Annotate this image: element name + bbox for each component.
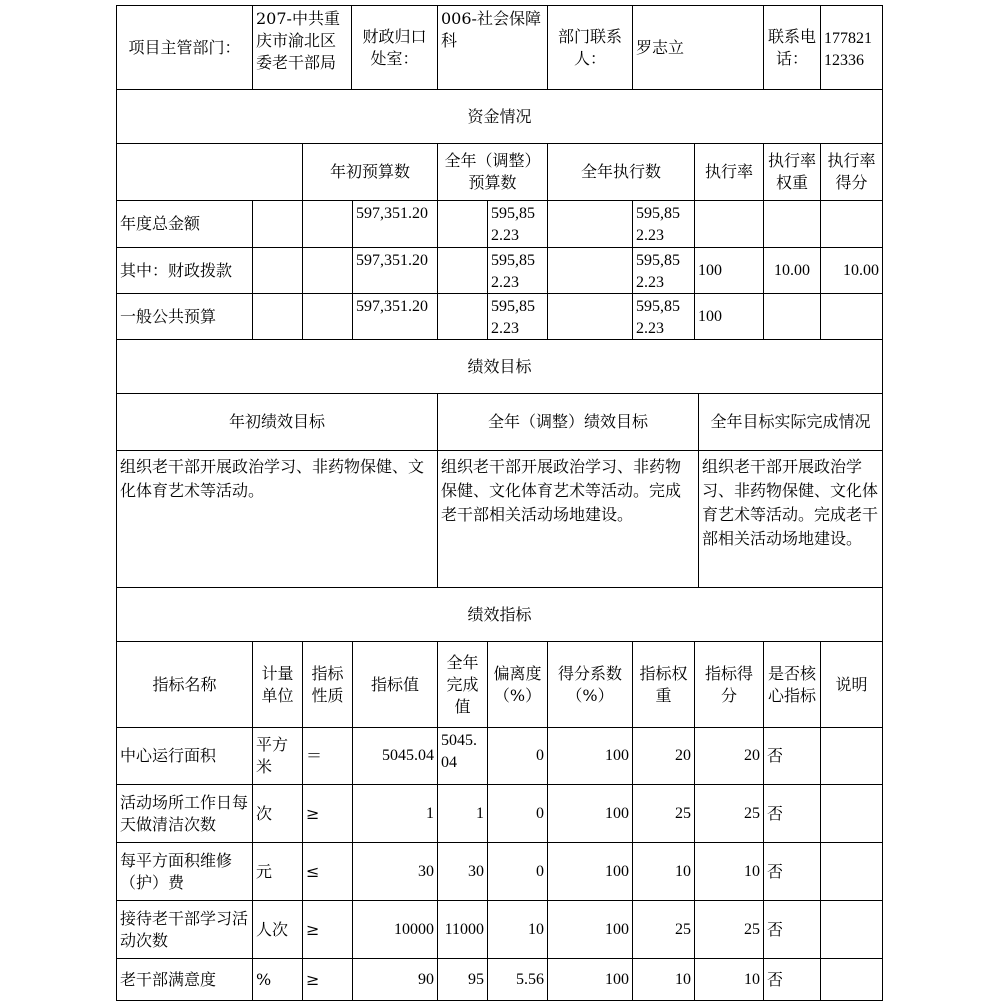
ind-row-completed: 30 <box>437 842 488 901</box>
ind-col-score: 指标得分 <box>694 641 764 728</box>
ind-col-value: 指标值 <box>352 641 438 728</box>
funds-row-initial: 597,351.20 <box>352 293 438 340</box>
ind-row-unit: 人次 <box>252 900 303 959</box>
ind-row-unit: 平方米 <box>252 727 303 785</box>
funds-col-weight: 执行率权重 <box>763 143 821 201</box>
funds-row-adjusted: 595,852.23 <box>487 247 548 294</box>
funds-row-score <box>820 293 883 340</box>
ind-row-weight: 25 <box>632 900 695 959</box>
funds-row-score <box>820 200 883 248</box>
ind-row-nature: ≥ <box>302 900 353 959</box>
ind-row-score: 10 <box>694 842 764 901</box>
dept-value: 207-中共重庆市渝北区委老干部局 <box>252 5 352 90</box>
funds-row-weight: 10.00 <box>763 247 821 294</box>
funds-row-adjusted: 595,852.23 <box>487 200 548 248</box>
goals-col-initial: 年初绩效目标 <box>116 393 438 451</box>
contact-value: 罗志立 <box>632 5 764 90</box>
ind-col-completed: 全年完成值 <box>437 641 488 728</box>
funds-row-blank <box>252 200 303 248</box>
ind-row-weight: 10 <box>632 958 695 1001</box>
funds-row-blank <box>437 293 488 340</box>
funds-row-name: 年度总金额 <box>116 200 253 248</box>
goals-col-adjusted: 全年（调整）绩效目标 <box>437 393 699 451</box>
ind-row-coef: 100 <box>547 727 633 785</box>
ind-row-core: 否 <box>763 958 821 1001</box>
ind-row-core: 否 <box>763 727 821 785</box>
ind-row-completed: 11000 <box>437 900 488 959</box>
ind-row-value: 90 <box>352 958 438 1001</box>
funds-row-initial: 597,351.20 <box>352 200 438 248</box>
funds-row-blank <box>302 200 353 248</box>
goals-adjusted-text: 组织老干部开展政治学习、非药物保健、文化体育艺术等活动。完成老干部相关活动场地建设。 <box>437 450 699 588</box>
ind-row-deviation: 0 <box>487 727 548 785</box>
ind-row-value: 1 <box>352 784 438 843</box>
ind-row-nature: ≥ <box>302 784 353 843</box>
funds-row-weight <box>763 200 821 248</box>
funds-row-weight <box>763 293 821 340</box>
ind-row-value: 10000 <box>352 900 438 959</box>
ind-row-unit: 次 <box>252 784 303 843</box>
goals-col-actual: 全年目标实际完成情况 <box>698 393 883 451</box>
ind-row-weight: 10 <box>632 842 695 901</box>
ind-col-note: 说明 <box>820 641 883 728</box>
ind-row-coef: 100 <box>547 958 633 1001</box>
ind-row-coef: 100 <box>547 900 633 959</box>
funds-row-blank <box>437 200 488 248</box>
ind-col-unit: 计量单位 <box>252 641 303 728</box>
goals-actual-text: 组织老干部开展政治学习、非药物保健、文化体育艺术等活动。完成老干部相关活动场地建设。 <box>698 450 883 588</box>
funds-col-executed: 全年执行数 <box>547 143 695 201</box>
funds-col-rate: 执行率 <box>694 143 764 201</box>
ind-row-deviation: 0 <box>487 784 548 843</box>
ind-row-core: 否 <box>763 900 821 959</box>
funds-row-blank <box>252 293 303 340</box>
ind-row-coef: 100 <box>547 784 633 843</box>
ind-row-score: 25 <box>694 900 764 959</box>
performance-table <box>116 5 883 1001</box>
ind-row-deviation: 5.56 <box>487 958 548 1001</box>
goals-initial-text: 组织老干部开展政治学习、非药物保健、文化体育艺术等活动。 <box>116 450 438 588</box>
ind-row-note <box>820 958 883 1001</box>
ind-col-weight: 指标权重 <box>632 641 695 728</box>
ind-col-core: 是否核心指标 <box>763 641 821 728</box>
ind-row-name: 老干部满意度 <box>116 958 253 1001</box>
ind-row-score: 25 <box>694 784 764 843</box>
funds-col-initial: 年初预算数 <box>302 143 438 201</box>
funds-row-blank <box>547 247 633 294</box>
ind-row-value: 5045.04 <box>352 727 438 785</box>
ind-row-weight: 20 <box>632 727 695 785</box>
ind-row-name: 中心运行面积 <box>116 727 253 785</box>
ind-row-nature: ≤ <box>302 842 353 901</box>
funds-row-rate: 100 <box>694 247 764 294</box>
funds-row-executed: 595,852.23 <box>632 247 695 294</box>
phone-label: 联系电话： <box>763 5 821 90</box>
ind-row-note <box>820 900 883 959</box>
ind-row-deviation: 10 <box>487 900 548 959</box>
funds-row-name: 其中：财政拨款 <box>116 247 253 294</box>
funds-row-blank <box>252 247 303 294</box>
ind-col-name: 指标名称 <box>116 641 253 728</box>
ind-row-note <box>820 727 883 785</box>
funds-row-rate <box>694 200 764 248</box>
funds-col-adjusted: 全年（调整）预算数 <box>437 143 548 201</box>
contact-label: 部门联系人： <box>547 5 633 90</box>
ind-row-nature: ≥ <box>302 958 353 1001</box>
indicators-section-title: 绩效指标 <box>116 587 883 642</box>
ind-row-core: 否 <box>763 842 821 901</box>
ind-row-unit: % <box>252 958 303 1001</box>
funds-row-blank <box>302 293 353 340</box>
ind-row-coef: 100 <box>547 842 633 901</box>
funds-row-name: 一般公共预算 <box>116 293 253 340</box>
funds-row-blank <box>302 247 353 294</box>
ind-row-completed: 1 <box>437 784 488 843</box>
ind-row-core: 否 <box>763 784 821 843</box>
ind-row-completed: 95 <box>437 958 488 1001</box>
funds-row-executed: 595,852.23 <box>632 200 695 248</box>
ind-row-weight: 25 <box>632 784 695 843</box>
ind-row-score: 10 <box>694 958 764 1001</box>
ind-row-note <box>820 784 883 843</box>
funds-header-blank <box>116 143 303 201</box>
dept-label: 项目主管部门： <box>116 5 253 90</box>
funds-row-rate: 100 <box>694 293 764 340</box>
funds-col-score: 执行率得分 <box>820 143 883 201</box>
phone-value: 17782112336 <box>820 5 883 90</box>
funds-row-blank <box>547 200 633 248</box>
ind-row-name: 活动场所工作日每天做清洁次数 <box>116 784 253 843</box>
funds-row-initial: 597,351.20 <box>352 247 438 294</box>
funds-row-score: 10.00 <box>820 247 883 294</box>
ind-row-name: 每平方面积维修（护）费 <box>116 842 253 901</box>
ind-row-nature: ＝ <box>302 727 353 785</box>
funds-row-executed: 595,852.23 <box>632 293 695 340</box>
ind-row-unit: 元 <box>252 842 303 901</box>
funds-row-blank <box>547 293 633 340</box>
ind-row-deviation: 0 <box>487 842 548 901</box>
ind-row-completed: 5045.04 <box>437 727 488 785</box>
funds-section-title: 资金情况 <box>116 89 883 144</box>
ind-col-nature: 指标性质 <box>302 641 353 728</box>
ind-col-coef: 得分系数（%） <box>547 641 633 728</box>
ind-col-deviation: 偏离度（%） <box>487 641 548 728</box>
ind-row-name: 接待老干部学习活动次数 <box>116 900 253 959</box>
ind-row-score: 20 <box>694 727 764 785</box>
finance-value: 006-社会保障科 <box>437 5 548 90</box>
goals-section-title: 绩效目标 <box>116 339 883 394</box>
finance-label: 财政归口处室： <box>351 5 438 90</box>
funds-row-blank <box>437 247 488 294</box>
funds-row-adjusted: 595,852.23 <box>487 293 548 340</box>
ind-row-note <box>820 842 883 901</box>
ind-row-value: 30 <box>352 842 438 901</box>
